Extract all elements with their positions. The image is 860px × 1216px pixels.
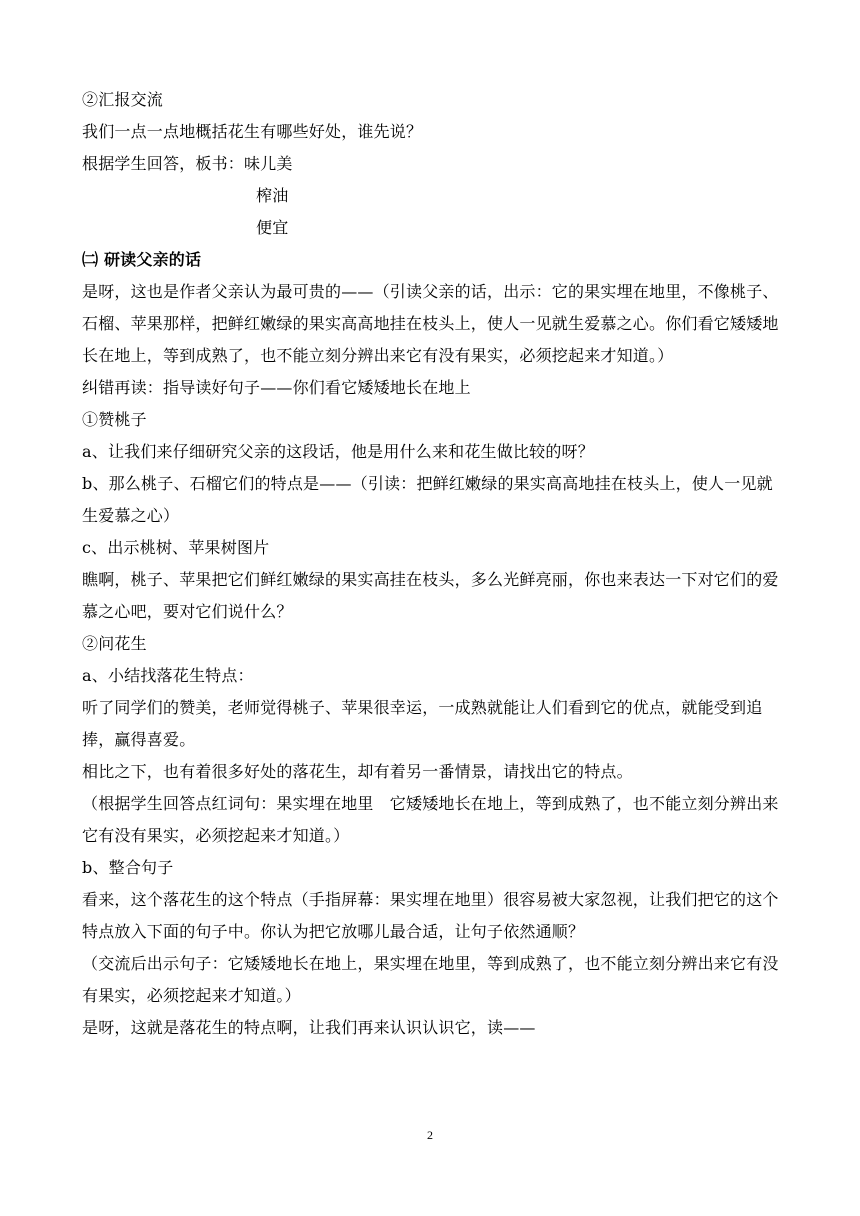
paragraph-contrast: 相比之下，也有着很多好处的落花生，却有着另一番情景，请找出它的特点。 [82,762,633,781]
paragraph-board-note: 根据学生回答，板书：味儿美 [82,154,293,173]
section-heading: ㈡ 研读父亲的话 [82,250,202,269]
paragraph-praise-peach: ①赞桃子 [82,410,147,429]
paragraph-feature: 看来，这个落花生的这个特点（手指屏幕：果实埋在地里）很容易被大家忽视，让我们把它的这个特点放入下面的句子中。你认为把它放哪儿最合适，让句子依然通顺？ [82,890,779,941]
list-item-c: c、出示桃树、苹果树图片 [82,538,270,557]
paragraph-read-again: 是呀，这就是落花生的特点啊，让我们再来认识认识它，读—— [82,1018,536,1037]
paragraph-ask-peanut: ②问花生 [82,634,147,653]
paragraph-highlight: （根据学生回答点红词句：果实埋在地里 它矮矮地长在地上，等到成熟了，也不能立刻分辨出来它有没有果实，必须挖起来才知道。） [82,794,779,845]
paragraph-show-sentence: （交流后出示句子：它矮矮地长在地上，果实埋在地里，等到成熟了，也不能立刻分辨出来它有没有果实，必须挖起来才知道。） [82,954,779,1005]
paragraph-report-exchange: ②汇报交流 [82,90,164,109]
board-item-oil: 榨油 [256,186,289,205]
document-body [82,84,782,1044]
list-item-a: a、让我们来仔细研究父亲的这段话，他是用什么来和花生做比较的呀？ [82,442,594,461]
page-number: 2 [427,1128,433,1142]
list-item-b-combine: b、整合句子 [82,858,174,877]
paragraph-admire: 瞧啊，桃子、苹果把它们鲜红嫩绿的果实高挂在枝头，多么光鲜亮丽，你也来表达一下对它们的爱慕之心吧，要对它们说什么？ [82,570,779,621]
paragraph-father-words: 是呀，这也是作者父亲认为最可贵的——（引读父亲的话，出示：它的果实埋在地里，不像桃子、石榴、苹果那样，把鲜红嫩绿的果实高高地挂在枝头上，使人一见就生爱慕之心。你们看它矮矮地长在地上，等到成熟了，也不能立刻分辨出来它有没有果实，必须挖起来才知道。） [82,282,779,365]
paragraph-lucky: 听了同学们的赞美，老师觉得桃子、苹果很幸运，一成熟就能让人们看到它的优点，就能受到追捧，赢得喜爱。 [82,698,763,749]
board-item-cheap: 便宜 [256,218,289,237]
list-item-b: b、那么桃子、石榴它们的特点是——（引读：把鲜红嫩绿的果实高高地挂在枝头上，使人一见就生爱慕之心） [82,474,773,525]
paragraph-summarize-question: 我们一点一点地概括花生有哪些好处，谁先说？ [82,122,423,141]
list-item-a-summary: a、小结找落花生特点： [82,666,254,685]
paragraph-reread: 纠错再读：指导读好句子——你们看它矮矮地长在地上 [82,378,471,397]
